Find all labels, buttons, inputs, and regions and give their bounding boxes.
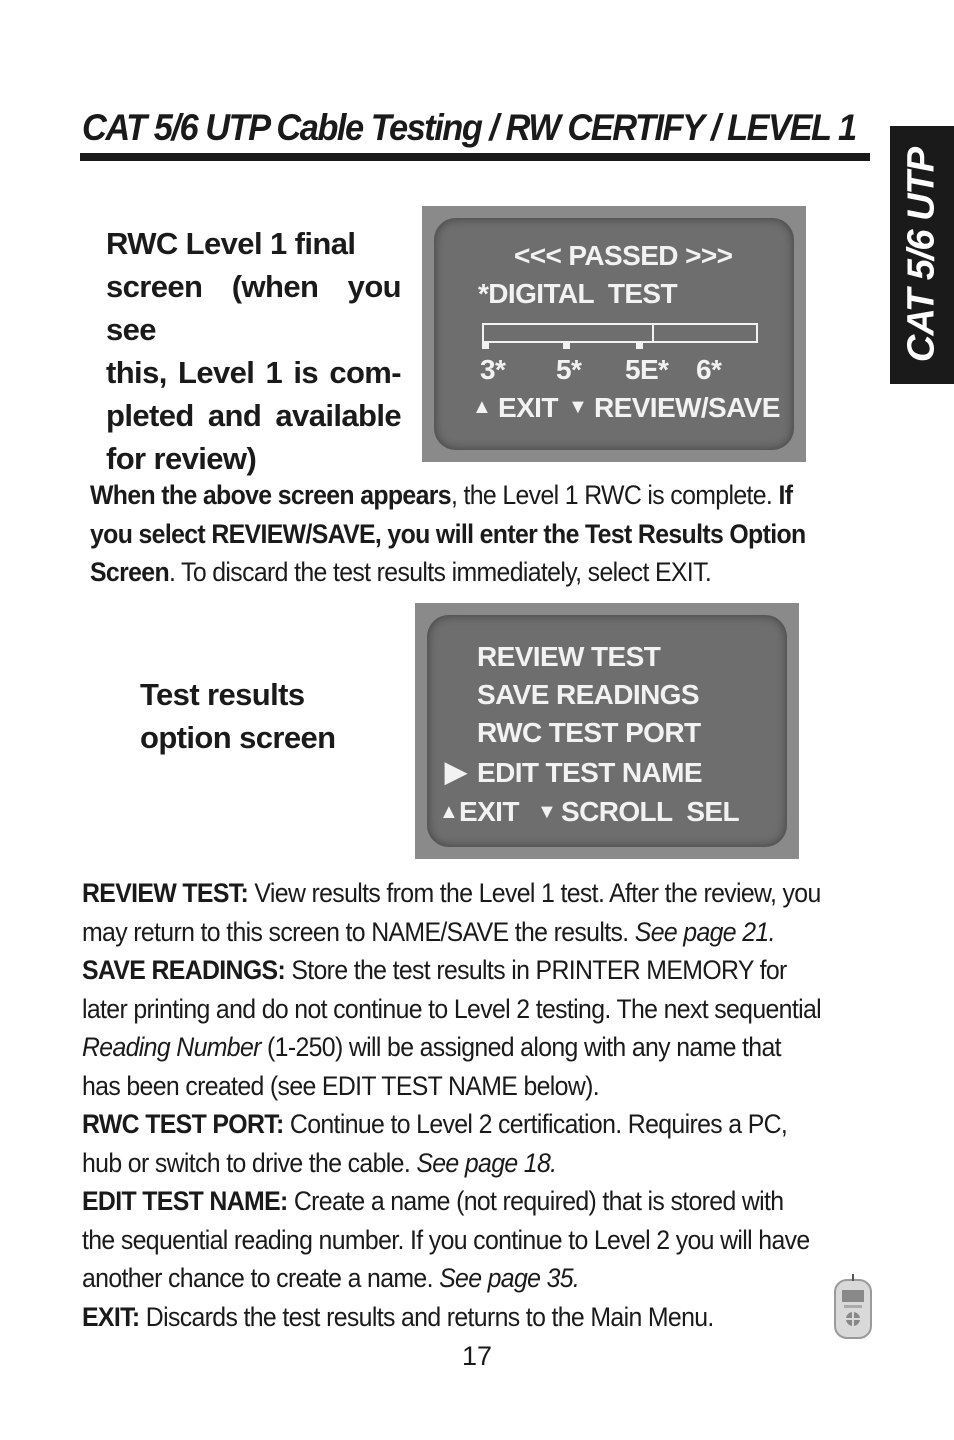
page-reference: See page 21. [634, 916, 775, 947]
definitions [82, 874, 875, 1336]
exit-label: EXIT [459, 796, 519, 827]
definition-text: hub or switch to drive the cable. [82, 1147, 417, 1178]
intro-text: , the Level 1 RWC is complete. [450, 480, 779, 510]
intro-paragraph [90, 476, 883, 592]
marker-tick [482, 341, 489, 349]
menu-item-edit-test-name: EDIT TEST NAME [477, 757, 702, 788]
figure1-caption [106, 222, 401, 480]
marker-tick [563, 341, 570, 349]
marker-tick [636, 341, 643, 349]
menu-item-rwc-test-port: RWC TEST PORT [477, 717, 701, 748]
definition-line [82, 1182, 875, 1221]
definition-line [82, 874, 875, 913]
menu-item-review-test: REVIEW TEST [477, 641, 661, 672]
definition-text: Discards the test results and returns to the Main Menu. [139, 1301, 714, 1332]
intro-line [90, 553, 883, 592]
page-title: CAT 5/6 UTP Cable Testing / RW CERTIFY / LEVEL 1 [82, 107, 856, 148]
definition-line: later printing and do not continue to Level 2 testing. The next sequential [82, 993, 822, 1024]
term-edit-test-name: EDIT TEST NAME: [82, 1186, 288, 1216]
definition-text: Continue to Level 2 certification. Requires a PC, [283, 1109, 788, 1139]
definition-line [82, 1259, 875, 1298]
header-rule [80, 153, 870, 161]
caption-line: pleted and available [106, 398, 401, 433]
marker-label: 3* [480, 354, 506, 385]
up-arrow-icon: ▲ [472, 396, 492, 418]
definition-text: Create a name (not required) that is stored with [287, 1186, 784, 1216]
definition-line [82, 1298, 875, 1337]
figure2-caption [140, 673, 400, 759]
intro-line [90, 476, 883, 515]
definition-line: has been created (see EDIT TEST NAME below). [82, 1070, 600, 1101]
marker-label: 5E* [625, 354, 669, 385]
definition-line [82, 1105, 875, 1144]
caption-line: RWC Level 1 final [106, 226, 356, 261]
term-review-test: REVIEW TEST: [82, 878, 249, 908]
page-reference: See page 35. [439, 1263, 580, 1293]
caption-line: screen (when you see [106, 269, 401, 347]
definition-text: Store the test results in PRINTER MEMORY for [285, 955, 787, 985]
selection-pointer-icon: ▶ [445, 756, 466, 787]
marker-label: 5* [556, 354, 582, 385]
status-text: <<< PASSED >>> [514, 240, 733, 271]
definition-line [82, 1028, 875, 1067]
caption-line: this, Level 1 is com- [106, 355, 401, 390]
term-exit: EXIT: [82, 1301, 140, 1332]
intro-bold: you select REVIEW/SAVE, you will enter the Test Results Option [90, 518, 806, 549]
definition-text: another chance to create a name. [82, 1263, 440, 1293]
term-save-readings: SAVE READINGS: [82, 955, 286, 985]
tester-device-icon [832, 1274, 874, 1340]
menu-item-save-readings: SAVE READINGS [477, 679, 699, 710]
intro-bold: Screen [90, 557, 169, 587]
term-rwc-test-port: RWC TEST PORT: [82, 1109, 284, 1139]
side-tab-label: CAT 5/6 UTP [900, 147, 943, 363]
definition-line [82, 1144, 875, 1183]
intro-text: . To discard the test results immediately, select EXIT. [168, 557, 712, 587]
definition-text: View results from the Level 1 test. After the review, you [248, 878, 821, 908]
definition-line [82, 951, 875, 990]
side-tab [890, 126, 954, 384]
up-arrow-icon: ▲ [439, 801, 459, 823]
definition-line [82, 913, 875, 952]
test-type-text: *DIGITAL TEST [478, 278, 678, 309]
page-reference: See page 18. [416, 1147, 557, 1178]
intro-bold: If [778, 480, 793, 510]
caption-line: for review) [106, 441, 257, 476]
scroll-sel-label: SCROLL SEL [561, 796, 740, 827]
down-arrow-icon: ▼ [537, 801, 557, 823]
review-save-label: REVIEW/SAVE [594, 392, 780, 423]
definition-italic: Reading Number [82, 1032, 261, 1062]
caption-line: Test results [140, 677, 305, 712]
definition-text: may return to this screen to NAME/SAVE the results. [82, 916, 635, 947]
intro-bold: When the above screen appears [90, 480, 451, 510]
page-number: 17 [461, 1341, 493, 1371]
definition-line: the sequential reading number. If you continue to Level 2 you will have [82, 1224, 810, 1255]
marker-label: 6* [696, 354, 722, 385]
definition-text: (1-250) will be assigned along with any name that [260, 1032, 781, 1062]
exit-label: EXIT [498, 392, 558, 423]
lcd-screen-options [415, 603, 799, 859]
progress-bar [482, 323, 758, 343]
intro-line [90, 515, 883, 554]
caption-line: option screen [140, 720, 336, 755]
down-arrow-icon: ▼ [568, 396, 588, 418]
progress-divider [652, 323, 654, 343]
lcd-screen-passed [422, 206, 806, 462]
